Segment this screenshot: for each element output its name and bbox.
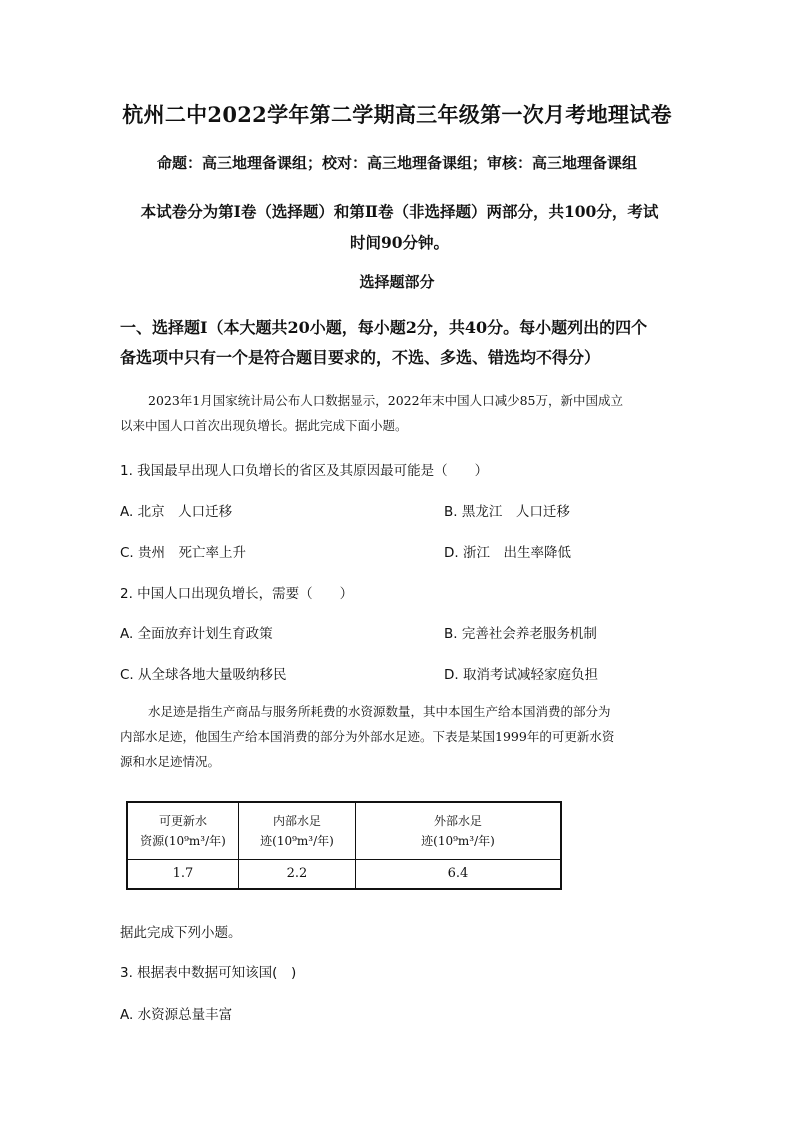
question-1-stem: 1. 我国最早出现人口负增长的省区及其原因最可能是（ ）	[120, 463, 489, 479]
part1-heading-line-1: 一、选择题Ⅰ（本大题共20小题，每小题2分，共40分。每小题列出的四个	[120, 318, 648, 337]
table-cell-renewable: 1.7	[127, 860, 239, 890]
header-external-line-2: 迹(10⁹m³/年)	[421, 834, 495, 848]
header-internal-line-2: 迹(10⁹m³/年)	[260, 834, 334, 848]
intro-line-1: 本试卷分为第Ⅰ卷（选择题）和第Ⅱ卷（非选择题）两部分，共100分，考试	[140, 202, 659, 221]
exam-credits: 命题：高三地理备课组；校对：高三地理备课组；审核：高三地理备课组	[156, 154, 637, 172]
table-header-row	[127, 802, 561, 860]
question-2-option-c: C. 从全球各地大量吸纳移民	[120, 667, 287, 683]
material-water-line-2: 内部水足迹，他国生产给本国消费的部分为外部水足迹。下表是某国1999年的可更新水资	[120, 729, 615, 744]
exam-title: 杭州二中2022学年第二学期高三年级第一次月考地理试卷	[122, 102, 672, 127]
question-2-option-d: D. 取消考试减轻家庭负担	[444, 667, 598, 683]
table-row	[127, 860, 561, 890]
table-header-external	[356, 802, 562, 860]
question-2-option-a: A. 全面放弃计划生育政策	[120, 626, 273, 642]
exam-intro	[122, 196, 677, 258]
table-header-renewable	[127, 802, 239, 860]
material-water-footprint	[120, 699, 685, 774]
table-cell-external: 6.4	[356, 860, 562, 890]
water-footprint-table	[126, 801, 562, 890]
material-water-line-3: 源和水足迹情况。	[120, 754, 221, 769]
header-renewable-line-2: 资源(10⁹m³/年)	[140, 834, 226, 848]
question-2-stem: 2. 中国人口出现负增长，需要（ ）	[120, 586, 354, 602]
question-1-option-d: D. 浙江 出生率降低	[444, 545, 571, 561]
header-renewable-line-1: 可更新水	[158, 814, 207, 828]
intro-line-2: 时间90分钟。	[349, 233, 450, 252]
header-internal-line-1: 内部水足	[272, 814, 321, 828]
question-3-stem: 3. 根据表中数据可知该国( )	[120, 965, 297, 981]
material-water-line-1: 水足迹是指生产商品与服务所耗费的水资源数量，其中本国生产给本国消费的部分为	[148, 704, 611, 719]
material-population-line-1: 2023年1月国家统计局公布人口数据显示，2022年末中国人口减少85万，新中国成立	[148, 393, 623, 408]
material-population-line-2: 以来中国人口首次出现负增长。据此完成下面小题。	[120, 418, 408, 433]
part1-heading-line-2: 备选项中只有一个是符合题目要求的，不选、多选、错选均不得分）	[120, 348, 601, 367]
section-title: 选择题部分	[359, 273, 435, 291]
question-1-option-a: A. 北京 人口迁移	[120, 504, 233, 520]
question-2-option-b: B. 完善社会养老服务机制	[444, 626, 597, 642]
question-1-option-b: B. 黑龙江 人口迁移	[444, 504, 570, 520]
table-header-internal	[239, 802, 356, 860]
question-1-option-c: C. 贵州 死亡率上升	[120, 545, 247, 561]
header-external-line-1: 外部水足	[433, 814, 482, 828]
table-cell-internal: 2.2	[239, 860, 356, 890]
material-population	[120, 388, 685, 438]
question-3-option-a: A. 水资源总量丰富	[120, 1007, 233, 1023]
after-table-instruction: 据此完成下列小题。	[120, 925, 242, 941]
part1-heading	[120, 313, 680, 373]
